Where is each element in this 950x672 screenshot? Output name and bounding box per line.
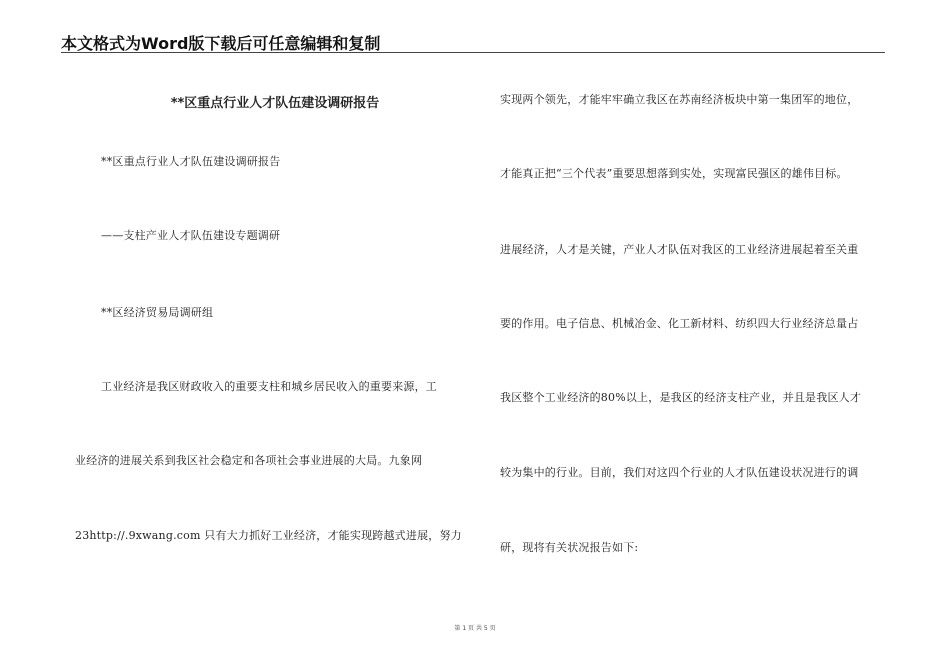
right-line-7: 研，现将有关状况报告如下: <box>500 541 639 554</box>
right-line-4: 要的作用。电子信息、机械冶金、化工新材料、纺织四大行业经济总量占 <box>500 317 859 330</box>
left-line-body-2: 业经济的进展关系到我区社会稳定和各项社会事业进展的大局。九象网 <box>75 454 423 467</box>
right-line-2: 才能真正把“三个代表”重要思想落到实处，实现富民强区的雄伟目标。 <box>500 167 848 180</box>
left-line-subtitle: **区重点行业人才队伍建设调研报告 <box>101 155 281 168</box>
left-column <box>75 70 475 630</box>
left-line-topic: ——支柱产业人才队伍建设专题调研 <box>101 229 281 242</box>
right-line-1: 实现两个领先，才能牢牢确立我区在苏南经济板块中第一集团军的地位， <box>500 93 859 106</box>
page-number-footer: 第 1 页 共 5 页 <box>454 625 496 632</box>
right-column <box>500 70 890 630</box>
right-line-5: 我区整个工业经济的80%以上，是我区的经济支柱产业，并且是我区人才 <box>500 391 862 404</box>
header-divider <box>61 52 885 53</box>
document-header-banner: 本文格式为Word版下载后可任意编辑和复制 <box>61 34 381 53</box>
document-title: **区重点行业人才队伍建设调研报告 <box>170 96 380 111</box>
right-line-3: 进展经济，人才是关键，产业人才队伍对我区的工业经济进展起着至关重 <box>500 243 859 256</box>
left-line-body-1: 工业经济是我区财政收入的重要支柱和城乡居民收入的重要来源，工 <box>101 380 437 393</box>
left-line-body-3: 23http://.9xwang.com 只有大力抓好工业经济，才能实现跨越式进展，努力 <box>75 529 462 542</box>
right-line-6: 较为集中的行业。目前，我们对这四个行业的人才队伍建设状况进行的调 <box>500 466 859 479</box>
left-line-author: **区经济贸易局调研组 <box>101 306 214 319</box>
